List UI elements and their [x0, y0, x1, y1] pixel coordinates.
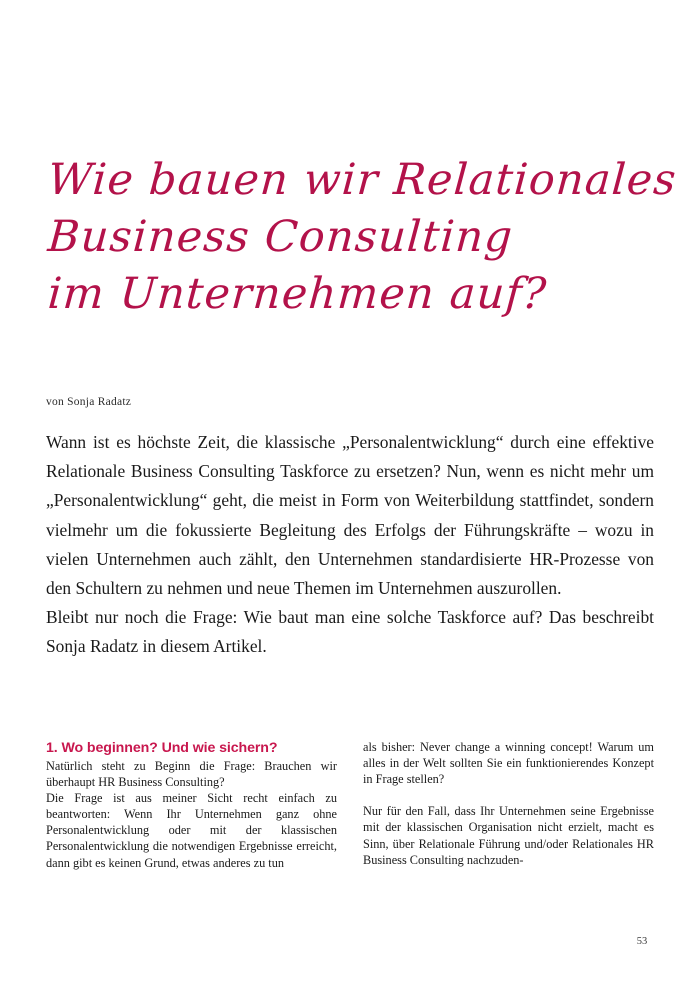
body-columns: [46, 739, 654, 871]
byline-author: von Sonja Radatz: [46, 396, 132, 408]
page-title: [46, 152, 679, 323]
left-column-paragraph-1: Natürlich steht zu Beginn die Frage: Brauchen wir überhaupt HR Business Consulting?: [46, 759, 337, 790]
section-heading: 1. Wo beginnen? Und wie sichern?: [46, 740, 278, 756]
body-column-left: [46, 739, 337, 871]
intro-text: [46, 428, 654, 662]
left-column-paragraph-2: Die Frage ist aus meiner Sicht recht einfach zu beantworten: Wenn Ihr Unternehmen ganz ohne Personalentwicklung oder mit der klassischen Personalentwicklung die notwendigen Ergebnisse erreicht, dann gibt es keinen Grund, etwas anderes zu tun: [46, 791, 337, 870]
page-title-line-2: Business Consulting: [46, 212, 515, 262]
page-title-line-3: im Unternehmen auf?: [46, 269, 549, 319]
right-column-paragraph-2: Nur für den Fall, dass Ihr Unternehmen seine Ergebnisse mit der klassischen Organisation nicht erzielt, macht es Sinn, über Relationale Führung und/oder Relationales HR Business Consulting nachzuden-: [363, 804, 654, 867]
page-number: 53: [636, 936, 648, 947]
body-column-right: [363, 739, 654, 871]
intro-paragraph-1: Wann ist es höchste Zeit, die klassische „Personalentwicklung“ durch eine effektive Relationale Business Consulting Taskforce zu ersetzen? Nun, wenn es nicht mehr um „Personalentwicklung“ geht, die meist in Form von Weiterbildung stattfindet, sondern vielmehr um die fokussierte Begleitung des Erfolgs der Führungskräfte – wozu in vielen Unternehmen auch zählt, den Unternehmen standardisierte HR-Prozesse von den Schultern zu nehmen und neue Themen im Unternehmen auszurollen.: [46, 432, 654, 599]
intro-paragraph-2: Bleibt nur noch die Frage: Wie baut man eine solche Taskforce auf? Das beschreibt Sonja Radatz in diesem Artikel.: [46, 607, 654, 657]
right-column-paragraph-1: als bisher: Never change a winning concept! Warum um alles in der Welt sollten Sie ein funktionierendes Konzept in Frage stellen?: [363, 740, 654, 787]
page-title-line-1: Wie bauen wir Relationales: [46, 155, 679, 205]
